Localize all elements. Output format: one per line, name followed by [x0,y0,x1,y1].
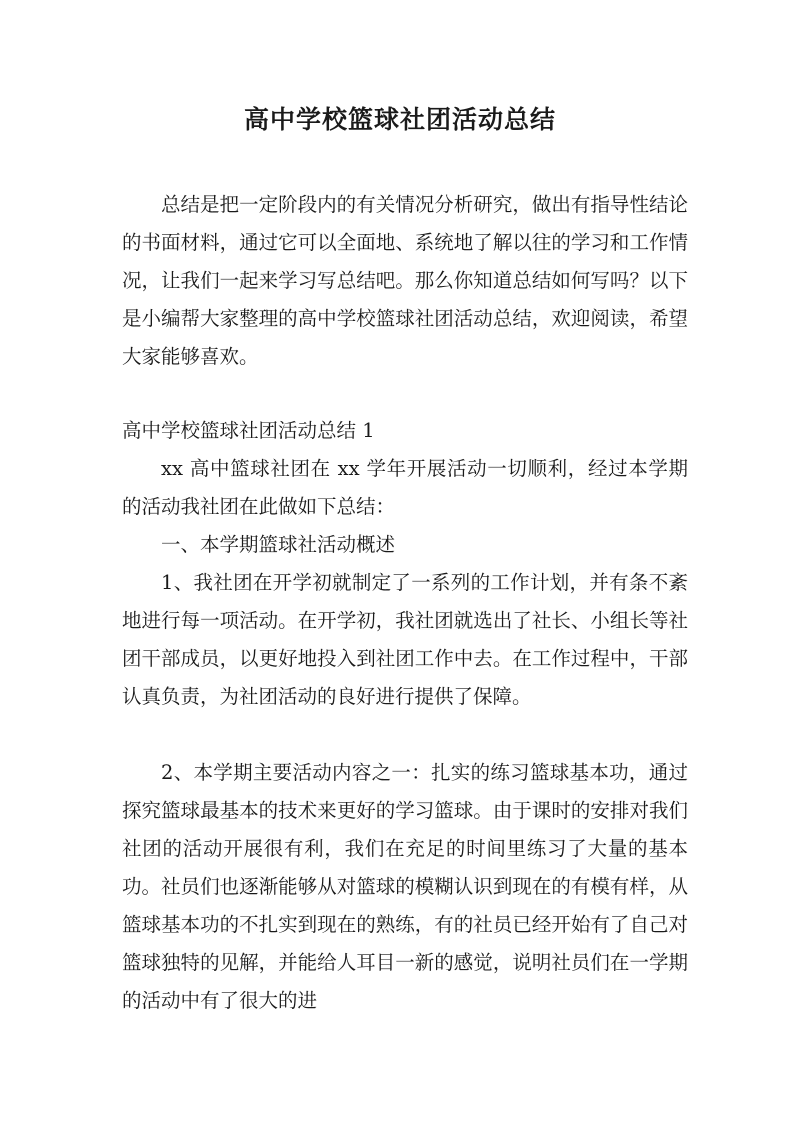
body-paragraph-2: 1、我社团在开学初就制定了一系列的工作计划，并有条不紊地进行每一项活动。在开学初，我社团就选出了社长、小组长等社团干部成员，以更好地投入到社团工作中去。在工作过程中，干部认真负责，为社团活动的良好进行提供了保障。 [122,571,688,708]
body-paragraph-3: 2、本学期主要活动内容之一：扎实的练习篮球基本功，通过探究篮球最基本的技术来更好的学习篮球。由于课时的安排对我们社团的活动开展很有利，我们在充足的时间里练习了大量的基本功。社员们也逐渐能够从对篮球的模糊认识到现在的有模有样，从篮球基本功的不扎实到现在的熟练，有的社员已经开始有了自己对篮球独特的见解，并能给人耳目一新的感觉，说明社员们在一学期的活动中有了很大的进 [122,761,688,1012]
section-heading: 高中学校篮球社团活动总结 1 [122,419,375,442]
intro-paragraph: 总结是把一定阶段内的有关情况分析研究，做出有指导性结论的书面材料，通过它可以全面地、系统地了解以往的学习和工作情况，让我们一起来学习写总结吧。那么你知道总结如何写吗？以下是小编帮大家整理的高中学校篮球社团活动总结，欢迎阅读，希望大家能够喜欢。 [122,193,688,368]
document-title: 高中学校篮球社团活动总结 [243,105,556,134]
subheading-overview: 一、本学期篮球社活动概述 [161,533,396,556]
body-paragraph-1: xx 高中篮球社团在 xx 学年开展活动一切顺利，经过本学期的活动我社团在此做如下总结： [122,457,688,518]
